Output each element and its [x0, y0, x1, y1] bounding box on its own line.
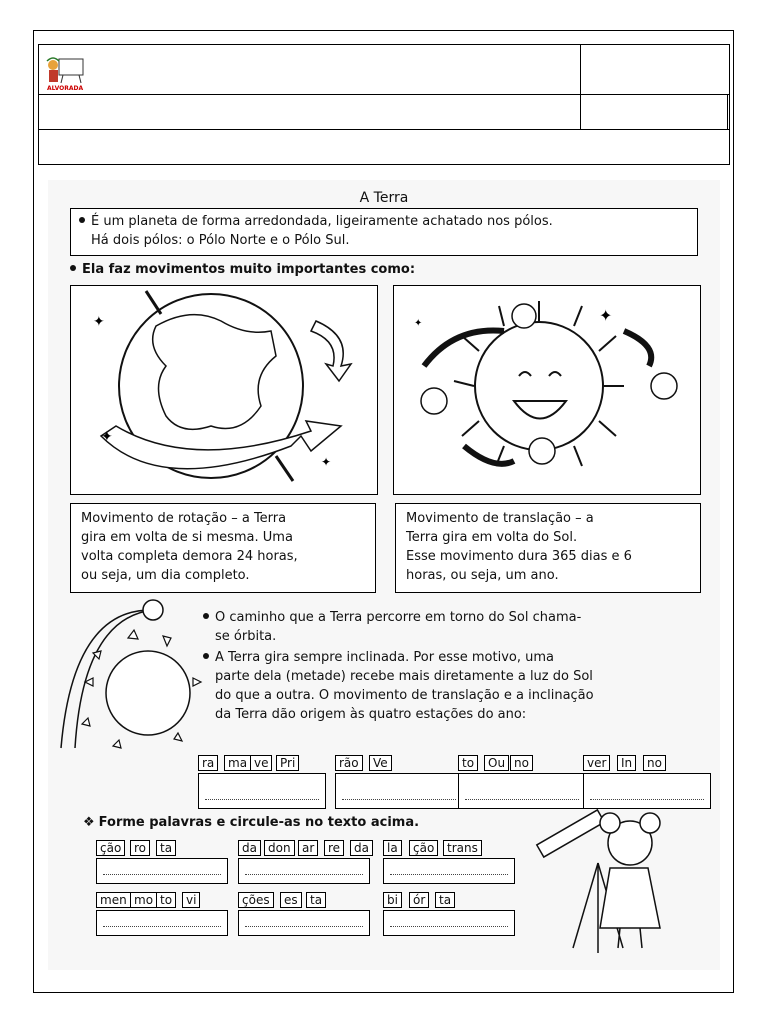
syllable-tile: re — [324, 840, 344, 856]
translation-line: Terra gira em volta do Sol. — [406, 530, 578, 545]
syllable-tile: men — [96, 892, 131, 908]
orbit-text: O caminho que a Terra percorre em torno do Sol chama- se órbita. A Terra gira sempre inclinada. Por esse motivo, uma parte dela (metade) recebe mais diretamente a luz do Sol do que a outra. O movimento de translação e a inclinação da Terra dão origem às quatro estações do ano: — [203, 608, 713, 724]
syllable-tile: vi — [182, 892, 200, 908]
syllable-tile: ma — [224, 755, 251, 771]
answer-line — [342, 799, 456, 800]
translation-line: Movimento de translação – a — [406, 511, 594, 526]
syllable-tile: ções — [238, 892, 274, 908]
syllable-tile: ção — [409, 840, 438, 856]
syllable-tile: ar — [298, 840, 318, 856]
syllable-tile: In — [617, 755, 636, 771]
translation-text-box — [395, 503, 701, 593]
answer-box[interactable] — [458, 773, 586, 809]
answer-box[interactable] — [383, 858, 515, 884]
syllable-tile: ta — [156, 840, 176, 856]
syllable-tile: to — [156, 892, 176, 908]
answer-line — [390, 926, 508, 927]
answer-box[interactable] — [96, 910, 228, 936]
bullet-icon — [70, 265, 76, 271]
syllable-tile: ro — [130, 840, 150, 856]
syllable-tile: Ou — [484, 755, 509, 771]
syllable-tile: Pri — [276, 755, 299, 771]
bullet-icon — [203, 613, 209, 619]
answer-line — [245, 874, 363, 875]
syllable-tile: es — [280, 892, 302, 908]
syllable-tile: da — [350, 840, 373, 856]
answer-line — [590, 799, 704, 800]
syllable-tile: ver — [583, 755, 610, 771]
answer-box[interactable] — [383, 910, 515, 936]
syllable-tile: ve — [250, 755, 272, 771]
notes-cell[interactable] — [39, 130, 730, 165]
svg-text:✦: ✦ — [414, 318, 423, 329]
movements-intro: Ela faz movimentos muito importantes como: — [70, 260, 415, 279]
answer-line — [103, 874, 221, 875]
svg-text:✦: ✦ — [599, 306, 613, 325]
student-name-cell[interactable] — [39, 95, 581, 130]
syllable-tile: bi — [383, 892, 402, 908]
translation-line: horas, ou seja, um ano. — [406, 568, 559, 583]
answer-line — [390, 874, 508, 875]
answer-line — [205, 799, 319, 800]
syllable-tile: ta — [306, 892, 326, 908]
translation-illustration — [393, 285, 701, 495]
answer-line — [245, 926, 363, 927]
syllable-tile: mo — [130, 892, 157, 908]
intro-box — [70, 208, 698, 256]
svg-text:✦: ✦ — [101, 429, 113, 445]
teacher-cell[interactable] — [581, 45, 730, 95]
rotation-line: gira em volta de si mesma. Uma — [81, 530, 293, 545]
girl-telescope-illustration — [528, 808, 678, 956]
svg-text:✦: ✦ — [321, 455, 332, 469]
rotation-line: Movimento de rotação – a Terra — [81, 511, 287, 526]
answer-line — [465, 799, 579, 800]
syllable-tile: trans — [443, 840, 482, 856]
bullet-icon — [79, 217, 85, 223]
answer-box[interactable] — [198, 773, 326, 809]
intro-line: Há dois pólos: o Pólo Norte e o Pólo Sul. — [91, 233, 350, 248]
translation-line: Esse movimento dura 365 dias e 6 — [406, 549, 632, 564]
answer-box[interactable] — [238, 858, 370, 884]
syllable-tile: ra — [198, 755, 218, 771]
rotation-line: volta completa demora 24 horas, — [81, 549, 298, 564]
syllable-tile: ór — [409, 892, 429, 908]
syllable-tile: don — [264, 840, 295, 856]
orbit-diagram — [53, 598, 203, 758]
syllable-tile: la — [383, 840, 402, 856]
syllable-tile: da — [238, 840, 261, 856]
earth-rotation-icon — [71, 286, 376, 493]
svg-text:✦: ✦ — [93, 314, 105, 330]
rotation-line: ou seja, um dia completo. — [81, 568, 250, 583]
rotation-text-box — [70, 503, 376, 593]
worksheet-title: A Terra — [359, 190, 409, 206]
worksheet — [48, 180, 720, 970]
answer-box[interactable] — [335, 773, 463, 809]
answer-box[interactable] — [583, 773, 711, 809]
intro-line: É um planeta de forma arredondada, ligeiramente achatado nos pólos. — [91, 214, 553, 229]
syllable-tile: Ve — [369, 755, 392, 771]
grade-cell[interactable] — [581, 95, 728, 130]
logo-label: ALVORADA — [47, 85, 84, 92]
syllable-tile: to — [458, 755, 478, 771]
syllable-tile: ta — [435, 892, 455, 908]
bullet-icon — [203, 653, 209, 659]
school-logo — [45, 55, 87, 93]
header-table — [38, 44, 730, 165]
answer-box[interactable] — [238, 910, 370, 936]
answer-line — [103, 926, 221, 927]
exercise-title: ❖ Forme palavras e circule-as no texto acima. — [83, 815, 420, 830]
syllable-tile: ção — [96, 840, 125, 856]
rotation-illustration — [70, 285, 378, 495]
syllable-tile: no — [643, 755, 666, 771]
sun-translation-icon — [394, 286, 699, 493]
syllable-tile: no — [510, 755, 533, 771]
answer-box[interactable] — [96, 858, 228, 884]
syllable-tile: rão — [335, 755, 363, 771]
date-cell[interactable] — [728, 95, 730, 130]
school-name-cell[interactable] — [39, 45, 581, 95]
